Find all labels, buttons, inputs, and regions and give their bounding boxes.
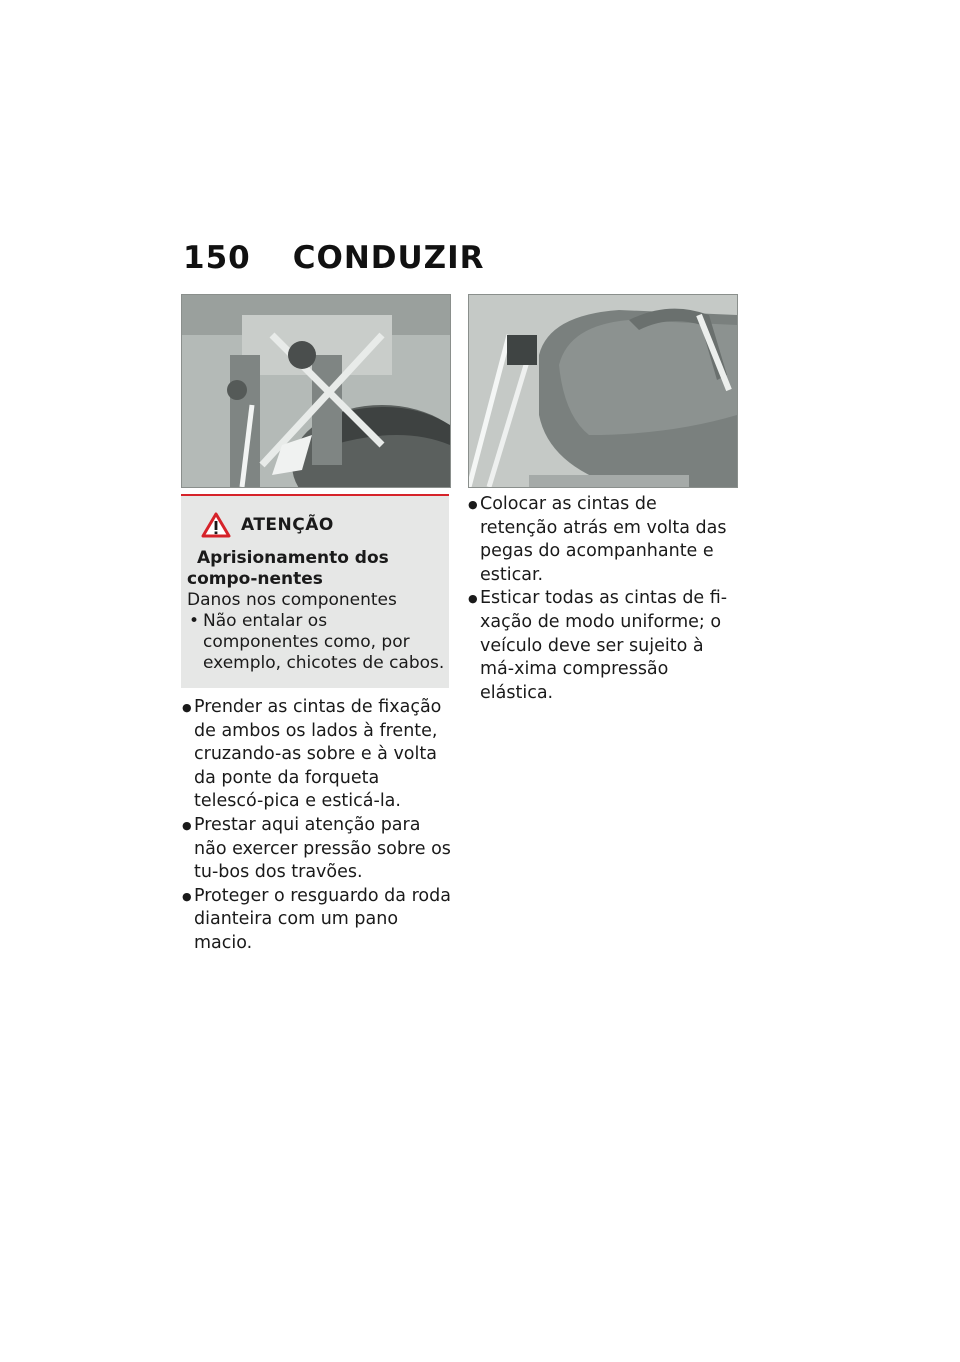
- right-steps-list: [468, 493, 738, 705]
- list-item: ● Prender as cintas de fixação de ambos os lados à frente, cruzando-as sobre e à volta da ponte da forqueta telescó-pica e esticá-la.: [182, 696, 452, 814]
- warning-subject: Aprisionamento dos compo-nentes: [187, 548, 389, 589]
- warning-title: ATENÇÃO: [241, 515, 334, 535]
- chapter-title: CONDUZIR: [292, 240, 485, 276]
- rear-strap-photo: [468, 294, 738, 488]
- warning-list-item: • Não entalar os componentes como, por exemplo, chicotes de cabos.: [187, 611, 445, 674]
- warning-box: [181, 494, 449, 688]
- list-item: ● Esticar todas as cintas de fi-xação de modo uniforme; o veículo deve ser sujeito à má-xima compressão elástica.: [468, 587, 738, 705]
- left-steps-list: [182, 696, 452, 956]
- page-number: 150: [183, 240, 251, 276]
- warning-body: [187, 548, 445, 674]
- front-fork-strap-photo: [181, 294, 451, 488]
- list-item: ● Proteger o resguardo da roda dianteira com um pano macio.: [182, 885, 452, 956]
- page-header: [183, 240, 485, 280]
- list-item: ● Colocar as cintas de retenção atrás em volta das pegas do acompanhante e esticar.: [468, 493, 738, 587]
- warning-triangle-icon: [201, 512, 231, 538]
- warning-list: [187, 611, 445, 674]
- warning-header: [201, 512, 334, 538]
- list-item: ● Prestar aqui atenção para não exercer pressão sobre os tu-bos dos travões.: [182, 814, 452, 885]
- warning-danger: Danos nos componentes: [187, 590, 397, 610]
